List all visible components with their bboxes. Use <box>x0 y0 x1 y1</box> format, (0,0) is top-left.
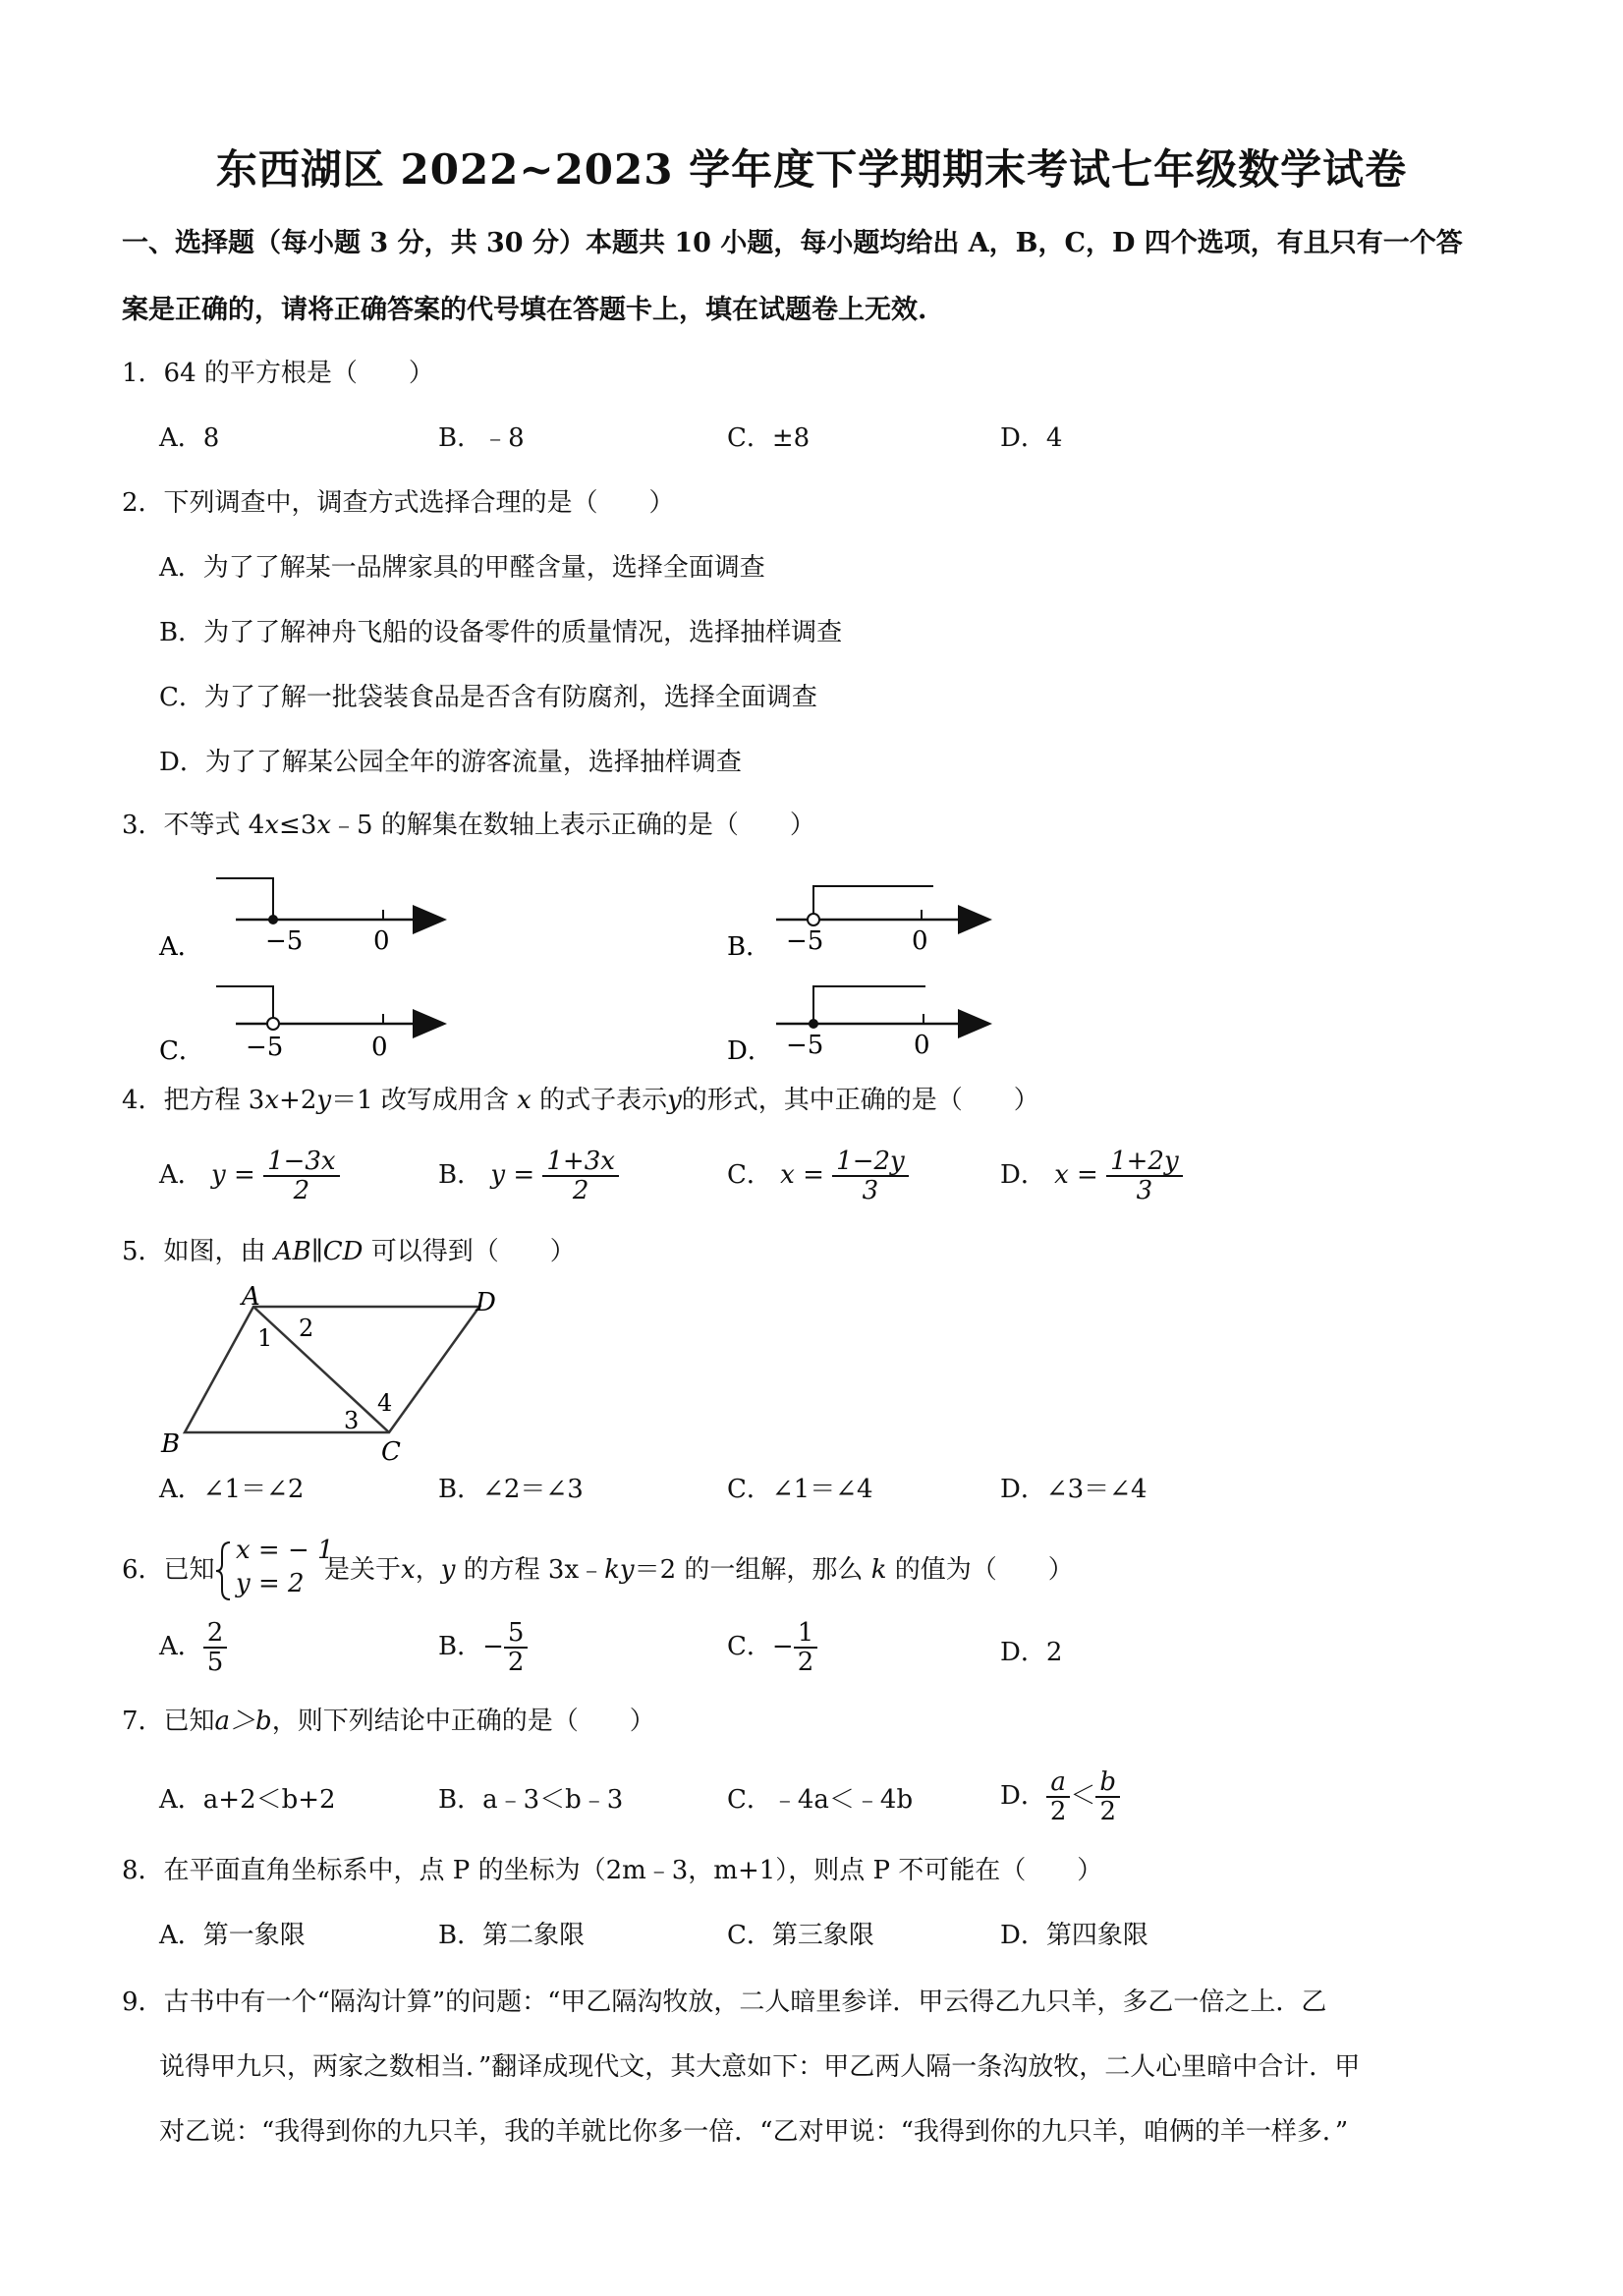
q1-stem: 1．64 的平方根是（ ） <box>122 359 434 388</box>
svg-text:D．: D． <box>727 1036 773 1066</box>
svg-text:D: D <box>476 1288 496 1317</box>
svg-text:−5: −5 <box>246 1033 284 1062</box>
q3-option-a-numberline <box>158 878 442 962</box>
svg-text:0: 0 <box>912 926 928 956</box>
svg-text:0: 0 <box>371 1033 388 1062</box>
q6-option-c: C．− $\frac{1}{2}$ <box>727 1619 817 1676</box>
q7-option-d: D． $\frac{a}{2}$ ＜ $\frac{b}{2}$ <box>1000 1768 1120 1825</box>
svg-text:−5: −5 <box>786 926 824 956</box>
q2-option-c: C．为了了解一批袋装食品是否含有防腐剂，选择全面调查 <box>159 683 817 712</box>
q4-option-d: D． x = $\frac{1+2y}{3}$ <box>1000 1148 1183 1204</box>
svg-text:−5: −5 <box>786 1031 824 1060</box>
q7-option-b: B．a﹣3＜b﹣3 <box>438 1785 624 1815</box>
svg-text:−5: −5 <box>265 926 304 956</box>
q5-stem: 5．如图，由 AB∥CD 可以得到（ ） <box>122 1237 576 1266</box>
q6-option-d: D．2 <box>1000 1638 1063 1667</box>
q3-option-b-numberline <box>727 886 987 962</box>
hollow-dot-icon <box>808 914 819 925</box>
svg-text:0: 0 <box>373 926 390 956</box>
q8-option-c: C．第三象限 <box>727 1921 874 1950</box>
q2-option-b: B．为了了解神舟飞船的设备零件的质量情况，选择抽样调查 <box>159 618 843 647</box>
svg-text:A: A <box>242 1282 260 1312</box>
svg-text:A．: A． <box>159 932 203 962</box>
svg-text:1: 1 <box>257 1324 273 1352</box>
svg-text:4: 4 <box>377 1389 393 1417</box>
solid-dot-icon <box>268 915 278 924</box>
q5-option-d: D．∠3＝∠4 <box>1000 1475 1147 1504</box>
q4-option-c: C． x = $\frac{1-2y}{3}$ <box>727 1148 909 1204</box>
q2-option-d: D．为了了解某公园全年的游客流量，选择抽样调查 <box>159 748 742 777</box>
hollow-dot-icon <box>267 1018 279 1030</box>
q4-option-a: A． y = $\frac{1-3x}{2}$ <box>159 1148 340 1204</box>
svg-text:C: C <box>381 1437 401 1464</box>
svg-text:C．: C． <box>159 1036 204 1066</box>
q7-option-a: A．a+2＜b+2 <box>159 1785 336 1815</box>
q3-option-d-numberline <box>727 986 987 1066</box>
q1-option-b: B．﹣8 <box>438 423 525 453</box>
q5-option-b: B．∠2＝∠3 <box>438 1475 584 1504</box>
q1-option-a: A．8 <box>159 423 220 453</box>
q3-stem: 3．不等式 4x≤3x﹣5 的解集在数轴上表示正确的是（ ） <box>122 811 815 840</box>
brace-icon <box>214 1540 234 1601</box>
q2-stem: 2．下列调查中，调查方式选择合理的是（ ） <box>122 488 675 518</box>
q8-stem: 8．在平面直角坐标系中，点 P 的坐标为（2m﹣3，m+1），则点 P 不可能在（ ） <box>122 1856 1103 1885</box>
q7-stem: 7．已知a＞b，则下列结论中正确的是（ ） <box>122 1707 655 1736</box>
q5-parallelogram-figure <box>147 1277 521 1464</box>
section-instructions-line2: 案是正确的，请将正确答案的代号填在答题卡上，填在试题卷上无效. <box>122 295 927 325</box>
q1-option-c: C．±8 <box>727 423 811 453</box>
q1-option-d: D．4 <box>1000 423 1063 453</box>
page-title: 东西湖区 2022~2023 学年度下学期期末考试七年级数学试卷 <box>215 145 1408 194</box>
svg-text:0: 0 <box>914 1031 930 1060</box>
q8-option-d: D．第四象限 <box>1000 1921 1148 1950</box>
q8-option-a: A．第一象限 <box>159 1921 306 1950</box>
svg-text:B．: B． <box>727 932 772 962</box>
svg-text:B: B <box>161 1429 181 1459</box>
q3-number-lines <box>147 865 1130 1081</box>
q4-option-b: B． y = $\frac{1+3x}{2}$ <box>438 1148 619 1204</box>
q6-option-a: A． $\frac{2}{5}$ <box>159 1619 227 1676</box>
q8-option-b: B．第二象限 <box>438 1921 586 1950</box>
q3-option-c-numberline <box>159 986 442 1066</box>
svg-text:2: 2 <box>299 1315 314 1342</box>
svg-text:3: 3 <box>344 1407 360 1434</box>
q4-stem: 4．把方程 3x+2y＝1 改写成用含 x 的式子表示y的形式，其中正确的是（ ） <box>122 1086 1039 1115</box>
solid-dot-icon <box>809 1019 818 1029</box>
q6-option-b: B．− $\frac{5}{2}$ <box>438 1619 528 1676</box>
q2-option-a: A．为了了解某一品牌家具的甲醛含量，选择全面调查 <box>159 553 765 583</box>
q9-line3: 对乙说：“我得到你的九只羊，我的羊就比你多一倍．“乙对甲说：“我得到你的九只羊，咱俩的羊一样多．” <box>159 2117 1349 2147</box>
q7-option-c: C．﹣4a＜﹣4b <box>727 1785 914 1815</box>
q5-option-c: C．∠1＝∠4 <box>727 1475 873 1504</box>
q9-line1: 9．古书中有一个“隔沟计算”的问题：“甲乙隔沟牧放，二人暗里参详．甲云得乙九只羊，多乙一倍之上．乙 <box>122 1988 1327 2017</box>
q5-option-a: A．∠1＝∠2 <box>159 1475 305 1504</box>
section-instructions-line1: 一、选择题（每小题 3 分，共 30 分）本题共 10 小题，每小题均给出 A，B，C，D 四个选项，有且只有一个答 <box>122 228 1463 258</box>
q9-line2: 说得甲九只，两家之数相当．”翻译成现代文，其大意如下：甲乙两人隔一条沟放牧，二人心里暗中合计．甲 <box>159 2052 1361 2082</box>
